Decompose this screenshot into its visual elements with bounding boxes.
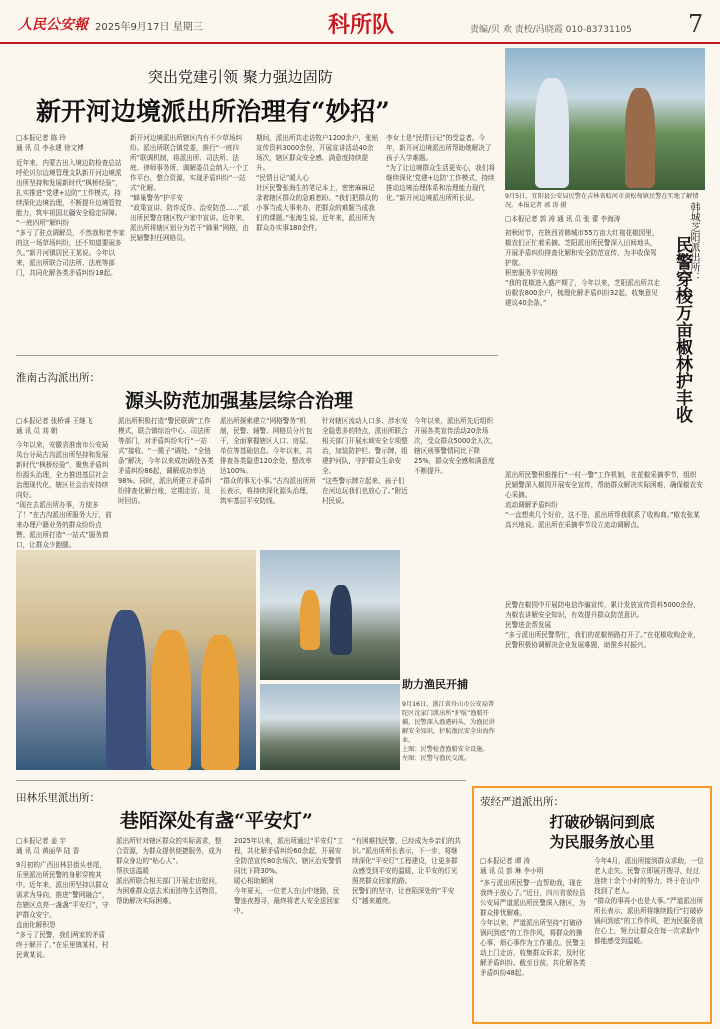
photo-block-headline: 助力渔民开捕 — [402, 678, 468, 691]
story3-column-4: 针对辖区流动人口多、涉水安全隐患多的特点，派出所联合相关部门开展水域安全专项整治，加装防护栏、警示牌，组建护河队，守护群众生命安全。 “这些警示牌立起来，孩子们在河边玩我们也放心了。”附近村民说。 — [322, 417, 408, 505]
story4-kicker: 田林乐里派出所： — [16, 792, 100, 804]
story4-column-3: 2025年以来，派出所通过“平安灯”工程，共化解矛盾纠纷60余起，开展安全防范宣传80余场次，辖区治安警情同比下降30%。 暖心相助解困 今年夏天，一位老人在山中迷路，民警连夜搜寻，最终将老人安全送回家中。 — [234, 837, 344, 915]
story5-byline: □本报记者 谭 涛 通 讯 员 彭 琳 李小明 — [480, 857, 544, 875]
story4-column-2: 派出所针对辖区群众的实际需求，整合资源，为群众提供便捷服务，成为群众身边的“贴心人”。 帮扶送温暖 派出所联合相关部门开展走访慰问，为困难群众送去米面油等生活物资，帮助解决实际困难。 — [116, 837, 222, 905]
editor-info: 责编/贝 欢 责校/冯晓霞 010-83731105 — [470, 25, 632, 35]
story3-kicker: 淮南古沟派出所： — [16, 372, 100, 384]
story1-column-4: 李女士是“民情日记”的受益者。今年，新开河边境派出所帮助她解决了孩子入学难题。 “为了让边境群众生活更安心，我们将继续深化‘党建+边防’工作模式，持续推动边境治理体系和治理能力现代化。”新开河边境派出所所长说。 — [386, 134, 495, 202]
secondary-photo-boat — [260, 550, 400, 680]
story3-column-5: 今年以来，派出所先后组织开展各类宣传活动20余场次，受众群众5000余人次，辖区刑事警情同比下降25%，群众安全感和满意度不断提升。 — [414, 417, 497, 475]
story4-headline: 巷陌深处有盏“平安灯” — [120, 810, 313, 832]
story1-column-2: 新开河边境派出所辖区内有不少草场纠纷。派出所联合镇党委，推行“一庭四所”联调机制，将派出所、司法所、法庭、律师事务所、调解委员会纳入一个工作平台，整合资源，实现矛盾纠纷“一站式”化解。 “蜂巢警务”护平安 “政策宣讲、防诈反诈、治安防范……”派出所民警在辖区牧户家中宣讲。近年来，派出所将辖区划分为若干“蜂巢”网格，由民辅警担任网格员。 — [130, 134, 249, 242]
story3-column-1: 今年以来，安徽省淮南市公安局凤台分局古沟派出所坚持和发展新时代“枫桥经验”，聚焦矛盾纠纷源头治理，全力推进基层社会治理现代化，辖区社会治安持续向好。 “现在去派出所办事，方便多了！”在古沟派出所服务大厅，前来办理户籍业务的群众纷纷点赞。派出所打造“一站式”服务窗口，让群众少跑腿。 — [16, 441, 112, 549]
story5-kicker: 荥经严道派出所： — [480, 796, 564, 808]
main-photo-police — [16, 550, 256, 770]
photo-block-caption: 9月16日，浙江省舟山市公安局普陀区沈家门派出所“护航”渔船开捕，民警深入渔港码头，为渔民讲解安全知识，护航渔民安全出海作业。 上图：民警检查渔船安全设施。 左图：民警与渔民交流。 — [402, 701, 495, 762]
separator-line — [16, 355, 498, 356]
story3-column-3: 派出所探索建立“网格警务”机制，民警、辅警、网格员分片包干，全面掌握辖区人口、房屋、单位等基础信息。今年以来，共排查各类隐患120余处，整改率达100%。 “群众的事无小事。”古沟派出所所长表示，将持续深化源头治理，筑牢基层平安防线。 — [220, 417, 316, 505]
story2-vertical-kicker: 韩城芝阳派出所： — [688, 202, 699, 282]
story5-column-2: 今年4月，派出所接到群众求助，一位老人走失。民警立即展开搜寻，经过连续十余个小时的努力，终于在山中找到了老人。 “群众的事再小也是大事。”严道派出所所长表示，派出所将继续践行“打破砂锅问到底”的工作作风，把为民服务放在心上，努力让群众在每一次求助中都能感受到温暖。 — [594, 857, 704, 945]
story3-headline: 源头防范加强基层综合治理 — [125, 390, 354, 412]
section-title: 科所队 — [327, 12, 394, 38]
story4-byline: □本报记者 姜 宇 通 讯 员 黄丽华 陆 香 — [16, 837, 80, 855]
story2-column-1: 初秋时节，在陕西省韩城市55万亩大红袍花椒园里，椒农们正忙着采摘。芝阳派出所民警深入田间地头，开展矛盾纠纷排查化解和安全防范宣传，为丰收保驾护航。 积密服务平安网格 “我的花椒进入盛产期了，今年以来，芝阳派出所共走访椒农800余户，梳理化解矛盾纠纷32起，收集意见建议40余条。” — [505, 229, 661, 307]
story1-column-1: 近年来，内蒙古出入境边防检查总站呼伦贝尔边境管理支队新开河边境派出所坚持和发展新时代“枫桥经验”，扎实推进“党建+边防”工作模式，持续深化边境治理，不断提升边境管控能力，筑牢祖国北疆安全稳定屏障。 “一庭四所”解纠纷 “多亏了驻点调解员，不然我和老李家的这一场草场纠纷，还不知道要闹多久。”新开河镇居民王某说。今年以来，派出所联合司法所、法庭等部门，共同化解各类矛盾纠纷18起。 — [16, 159, 125, 277]
story3-column-2: 派出所积极打造“警民联调”工作模式，联合镇综治中心、司法所等部门，对矛盾纠纷实行“一站式”接收、“一揽子”调处、“全链条”解决，今年以来成功调处各类矛盾纠纷86起，调解成功率达98%。同时，派出所建立矛盾纠纷排查化解台账，定期走访、及时回访。 — [118, 417, 214, 505]
story1-headline: 新开河边境派出所治理有“妙招” — [36, 97, 390, 126]
story5-headline: 打破砂锅问到底 为民服务放心里 — [549, 813, 655, 851]
story2-column-2: 派出所民警积极推行“一村一警”工作机制，在花椒采摘季节，组织民辅警深入椒园开展安全宣传，帮助群众解决实际困难，确保椒农安心采摘。 流动调解矛盾纠纷 “一直想卖几个好价，这不是，派出所帮我联系了收购商。”椒农张某高兴地说。派出所在采摘季节设立流动调解点。 — [505, 471, 703, 529]
story1-column-3: 期间，派出所共走访牧户1200余户，张贴宣传资料3000余份，开展宣讲活动40余场次，辖区群众安全感、满意度持续提升。 “民情日记”暖人心 社区民警张海生的笔记本上，密密麻麻记录着辖区群众的急难愁盼。“我们把群众的小事当成大事来办，把群众的难题当成我们的课题。”张海生说。近年来，派出所为群众办实事180余件。 — [256, 134, 379, 232]
story2-column-3: 民警在椒园中开展防电信诈骗宣传，累计发放宣传资料5000余份，为椒农讲解安全知识，有效提升群众防范意识。 民警进企帮发展 “多亏派出所民警帮忙，我们的花椒销路打开了。”在花椒收购企业，民警积极协调解决企业发展难题，助推乡村振兴。 — [505, 601, 700, 649]
story1-byline: □本报记者 陈 玲 通 讯 员 李永建 徐文博 — [16, 134, 84, 152]
page-number: 7 — [688, 10, 704, 38]
story2-vertical-headline: 民警穿梭万亩椒林护丰收 — [672, 236, 692, 423]
story2-byline: □本报记者 郭 涛 通 讯 员 张 蕾 李海涛 — [505, 215, 621, 223]
story1-kicker: 突出党建引领 聚力强边固防 — [148, 68, 333, 86]
story5-column-1: “多亏派出所民警一直帮助我，现在我终于放心了。”近日，四川省荥经县公安局严道派出所民警深入辖区，为群众排忧解难。 今年以来，严道派出所坚持“打破砂锅问到底”的工作作风，将群众的操心事、烦心事作为工作重点。民警主动上门走访，收集群众诉求，及时化解矛盾纠纷。截至目前，共化解各类矛盾纠纷48起。 — [480, 879, 586, 977]
story3-byline: □本报记者 张桥睿 王继飞 通 讯 员 刘 朝 — [16, 417, 93, 435]
story2-photo — [505, 48, 705, 190]
third-photo-harbor — [260, 684, 400, 770]
story4-column-1: 9月初的广西田林县街头巷尾，乐里派出所民警的身影穿梭其中。近年来，派出所坚持以群众需求为导向，推进“警网融合”，在辖区点亮一盏盏“平安灯”，守护群众安宁。 直面化解积怨 “多亏了民警，我们两家的矛盾终于解开了。”在乐里镇某村，村民黄某说。 — [16, 861, 109, 959]
story4-column-4: “有困难找民警，已经成为乡亲们的共识。”派出所所长表示，下一步，将继续深化“平安灯”工程建设，让更多群众感受到平安的温暖，让平安的灯光照亮群众回家的路。 民警们的坚守，让巷陌深处的“平安灯”越来越亮。 — [352, 837, 461, 905]
issue-date: 2025年9月17日 星期三 — [95, 22, 203, 33]
story2-photo-caption: 9月5日，宜阳县公安局民警在吉林省蛟河市黄松甸镇民警在实地了解情况。本报记者 郭 涛 摄 — [505, 193, 699, 209]
newspaper-logo: 人民公安報 — [18, 17, 88, 33]
separator-line-2 — [16, 780, 466, 781]
